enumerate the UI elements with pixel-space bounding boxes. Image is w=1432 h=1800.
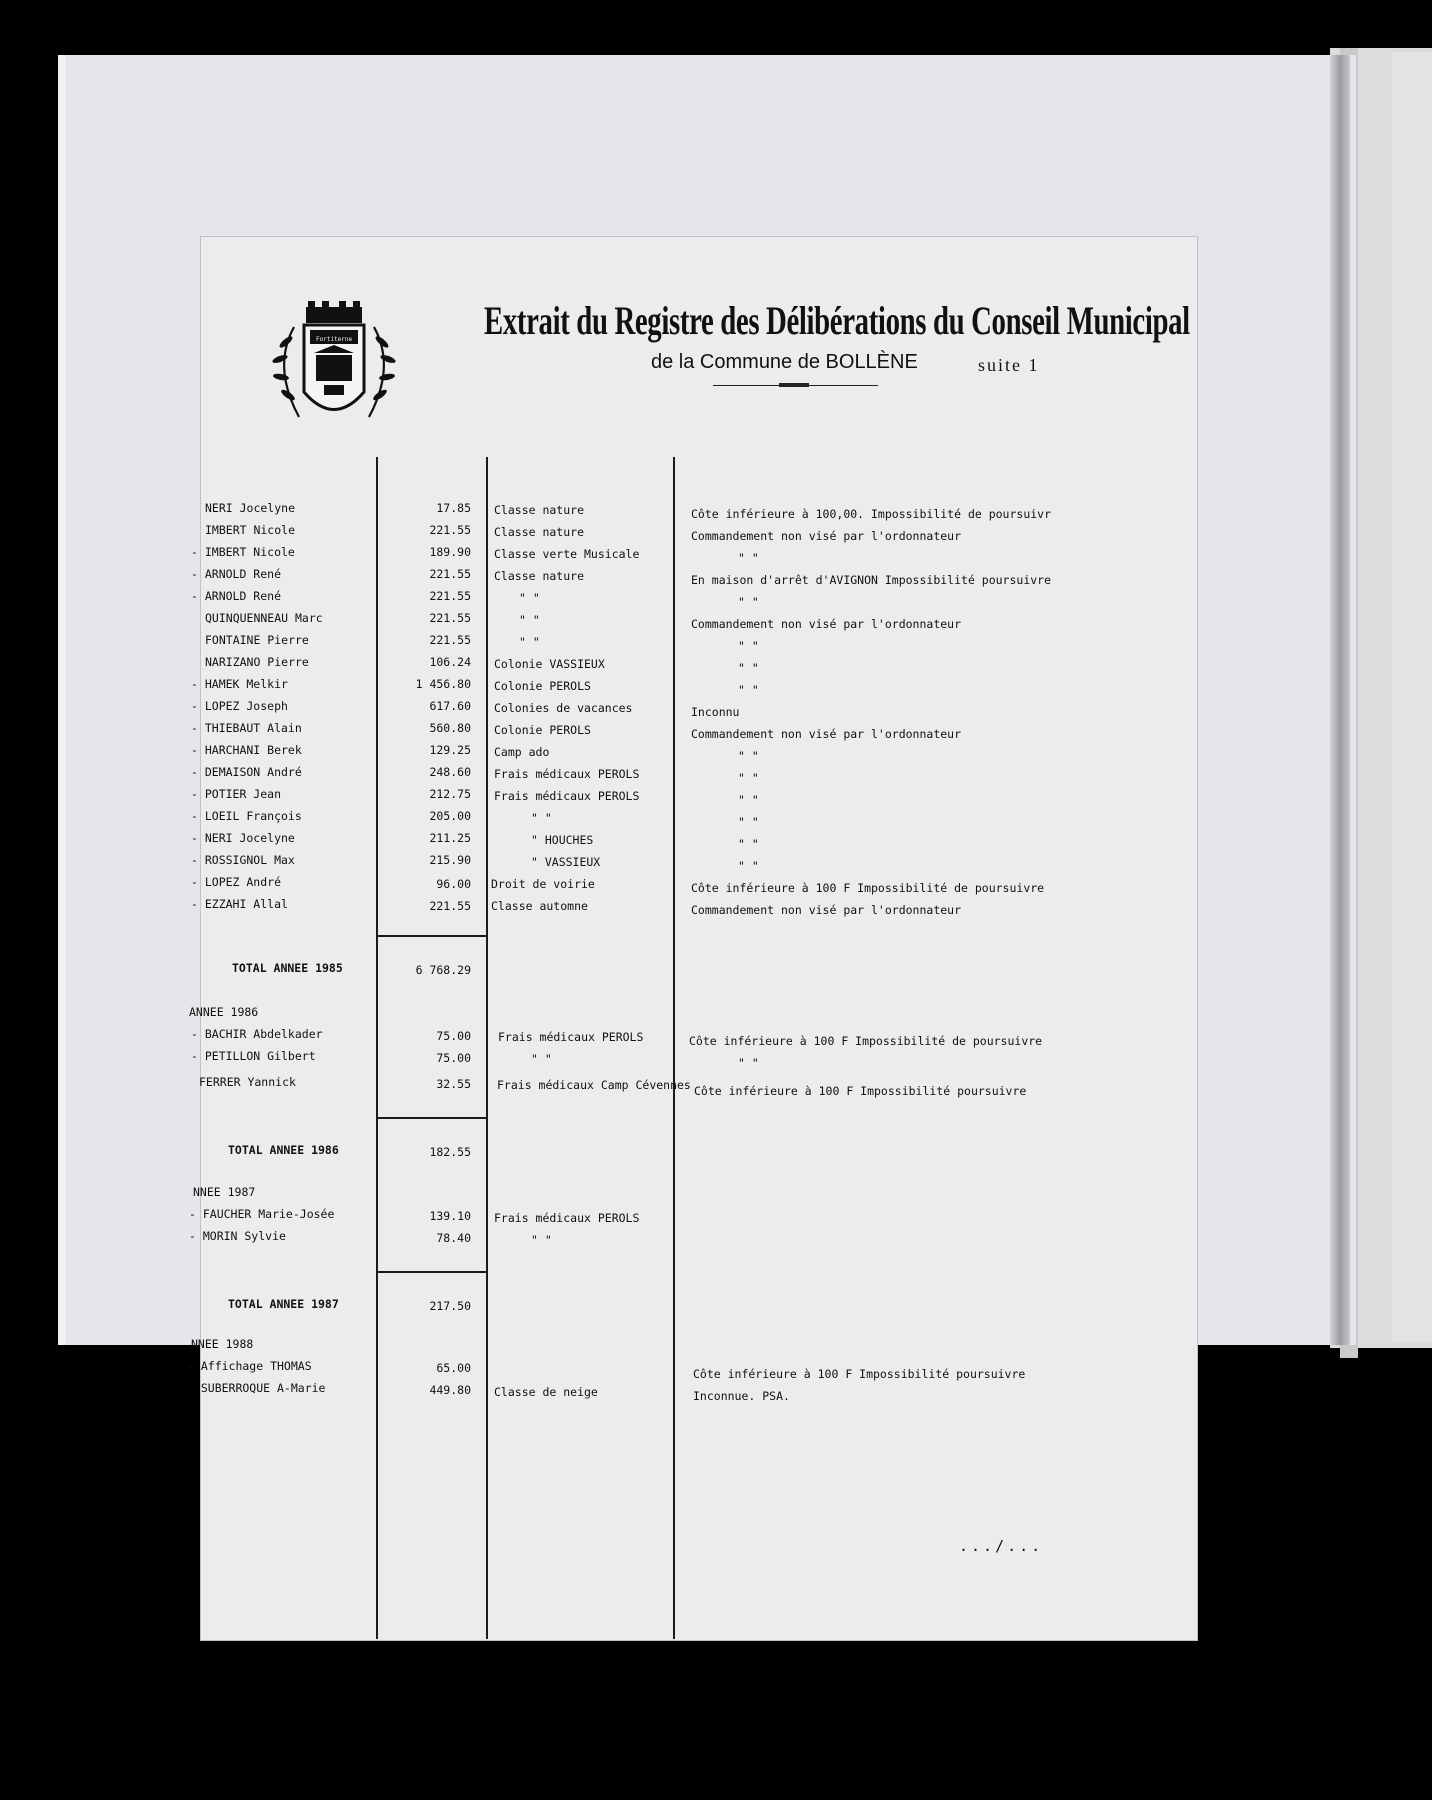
amount: 205.00 — [429, 809, 471, 823]
debtor-name: - HARCHANI Berek — [191, 743, 302, 757]
amount: 221.55 — [429, 567, 471, 581]
observation: Commandement non visé par l'ordonnateur — [691, 529, 962, 543]
motif: " " — [531, 1233, 552, 1247]
amount: 221.55 — [429, 523, 471, 537]
observation: " " — [738, 749, 759, 763]
amount: 96.00 — [436, 877, 471, 891]
observation: " " — [738, 639, 759, 653]
total-1985-amount: 6 768.29 — [415, 963, 471, 977]
debtor-name: - ARNOLD René — [191, 567, 282, 581]
column-divider-2 — [486, 457, 488, 1639]
debtor-name: - LOPEZ André — [191, 875, 282, 889]
column-divider-3 — [673, 457, 675, 1639]
debtor-name: IMBERT Nicole — [205, 523, 296, 537]
motif: Classe de neige — [494, 1385, 598, 1399]
motif: Colonie PEROLS — [494, 723, 591, 737]
observation: Côte inférieure à 100 F Impossibilité poursuivre — [694, 1084, 1027, 1098]
debtor-name: - LOPEZ Joseph — [191, 699, 288, 713]
debtor-name: - FAUCHER Marie-Josée — [189, 1207, 335, 1221]
amount: 78.40 — [436, 1231, 471, 1245]
amount: 65.00 — [436, 1361, 471, 1375]
observation: Commandement non visé par l'ordonnateur — [691, 903, 962, 917]
motif: Colonie PEROLS — [494, 679, 591, 693]
amount: 139.10 — [429, 1209, 471, 1223]
motif: " " — [531, 811, 552, 825]
debtor-name: - DEMAISON André — [191, 765, 302, 779]
motif: Droit de voirie — [491, 877, 595, 891]
debtor-name: QUINQUENNEAU Marc — [205, 611, 323, 625]
bollene-crest-logo — [264, 297, 404, 437]
commune-subtitle: de la Commune de BOLLÈNE — [651, 351, 918, 373]
column-divider-1 — [376, 457, 378, 1639]
total-1987-amount: 217.50 — [429, 1299, 471, 1313]
debtor-name: - POTIER Jean — [191, 787, 282, 801]
debtor-name: - LOEIL François — [191, 809, 302, 823]
title-underline-ornament — [779, 383, 809, 387]
debtor-name: - Affichage THOMAS — [187, 1359, 312, 1373]
observation: Commandement non visé par l'ordonnateur — [691, 617, 962, 631]
debtor-name: - IMBERT Nicole — [191, 545, 295, 559]
amount: 221.55 — [429, 633, 471, 647]
observation: Côte inférieure à 100,00. Impossibilité de poursuivr — [691, 507, 1052, 521]
motif: Classe nature — [494, 569, 585, 583]
year-1986-heading: ANNEE 1986 — [189, 1005, 259, 1019]
crest-motto: Fortiterne — [316, 336, 353, 343]
observation: " " — [738, 859, 759, 873]
register-sheet — [187, 236, 1198, 1641]
motif: Camp ado — [494, 745, 550, 759]
motif: Colonie VASSIEUX — [494, 657, 605, 671]
observation: Inconnue. PSA. — [693, 1389, 790, 1403]
observation: " " — [738, 683, 759, 697]
debtor-name: - HAMEK Melkir — [191, 677, 288, 691]
total-1986-label: TOTAL ANNEE 1986 — [228, 1143, 339, 1157]
debtor-name: NARIZANO Pierre — [205, 655, 309, 669]
total-1987-rule — [376, 1271, 488, 1273]
motif: Frais médicaux Camp Cévennes — [497, 1078, 691, 1092]
register-title: Extrait du Registre des Délibérations du Conseil Municipal — [484, 298, 1190, 343]
amount: 248.60 — [429, 765, 471, 779]
observation: Inconnu — [691, 705, 740, 719]
amount: 221.55 — [429, 611, 471, 625]
amount: 106.24 — [429, 655, 471, 669]
amount: 617.60 — [429, 699, 471, 713]
motif: " " — [531, 1052, 552, 1066]
amount: 221.55 — [429, 899, 471, 913]
motif: " " — [519, 635, 540, 649]
amount: 32.55 — [436, 1077, 471, 1091]
observation: Côte inférieure à 100 F Impossibilité de poursuivre — [689, 1034, 1043, 1048]
motif: Frais médicaux PEROLS — [494, 767, 640, 781]
debtor-name: FERRER Yannick — [199, 1075, 296, 1089]
amount: 212.75 — [429, 787, 471, 801]
amount: 1 456.80 — [415, 677, 471, 691]
motif: Frais médicaux PEROLS — [494, 1211, 640, 1225]
motif: Classe nature — [494, 503, 585, 517]
total-1985-rule — [376, 935, 488, 937]
motif: " HOUCHES — [531, 833, 594, 847]
amount: 129.25 — [429, 743, 471, 757]
total-1986-amount: 182.55 — [429, 1145, 471, 1159]
debtor-name: - THIEBAUT Alain — [191, 721, 302, 735]
amount: 449.80 — [429, 1383, 471, 1397]
motif: " VASSIEUX — [531, 855, 601, 869]
motif: Classe verte Musicale — [494, 547, 640, 561]
observation: En maison d'arrêt d'AVIGNON Impossibilité poursuivre — [691, 573, 1052, 587]
amount: 221.55 — [429, 589, 471, 603]
observation: " " — [738, 771, 759, 785]
observation: Côte inférieure à 100 F Impossibilité de poursuivre — [691, 881, 1045, 895]
debtor-name: NERI Jocelyne — [205, 501, 296, 515]
motif: " " — [519, 613, 540, 627]
total-1985-label: TOTAL ANNEE 1985 — [232, 961, 343, 975]
observation: Côte inférieure à 100 F Impossibilité poursuivre — [693, 1367, 1026, 1381]
observation: " " — [738, 815, 759, 829]
year-1988-heading: NNEE 1988 — [191, 1337, 254, 1351]
motif: Classe automne — [491, 899, 588, 913]
total-1987-label: TOTAL ANNEE 1987 — [228, 1297, 339, 1311]
observation: " " — [738, 837, 759, 851]
motif: Frais médicaux PEROLS — [494, 789, 640, 803]
debtor-name: FONTAINE Pierre — [205, 633, 309, 647]
amount: 215.90 — [429, 853, 471, 867]
debtor-name: - EZZAHI Allal — [191, 897, 288, 911]
total-1986-rule — [376, 1117, 488, 1119]
debtor-name: - MORIN Sylvie — [189, 1229, 286, 1243]
observation: " " — [738, 793, 759, 807]
observation: " " — [738, 551, 759, 565]
motif: Frais médicaux PEROLS — [498, 1030, 644, 1044]
continuation-mark: .../... — [959, 1537, 1044, 1555]
motif: " " — [519, 591, 540, 605]
amount: 189.90 — [429, 545, 471, 559]
amount: 17.85 — [436, 501, 471, 515]
observation: " " — [738, 1056, 759, 1070]
debtor-name: - PETILLON Gilbert — [191, 1049, 316, 1063]
suite-label: suite 1 — [978, 355, 1040, 375]
book-gutter — [1330, 55, 1350, 1345]
debtor-name: - ARNOLD René — [191, 589, 282, 603]
debtor-name: - ROSSIGNOL Max — [191, 853, 295, 867]
debtor-name: - NERI Jocelyne — [191, 831, 295, 845]
debtor-name: - SUBERROQUE A-Marie — [187, 1381, 326, 1395]
motif: Classe nature — [494, 525, 585, 539]
amount: 75.00 — [436, 1051, 471, 1065]
motif: Colonies de vacances — [494, 701, 633, 715]
amount: 75.00 — [436, 1029, 471, 1043]
debtor-name: - BACHIR Abdelkader — [191, 1027, 323, 1041]
observation: " " — [738, 661, 759, 675]
amount: 211.25 — [429, 831, 471, 845]
adjacent-page-edge — [1392, 52, 1432, 1342]
amount: 560.80 — [429, 721, 471, 735]
observation: " " — [738, 595, 759, 609]
year-1987-heading: NNEE 1987 — [193, 1185, 256, 1199]
observation: Commandement non visé par l'ordonnateur — [691, 727, 962, 741]
